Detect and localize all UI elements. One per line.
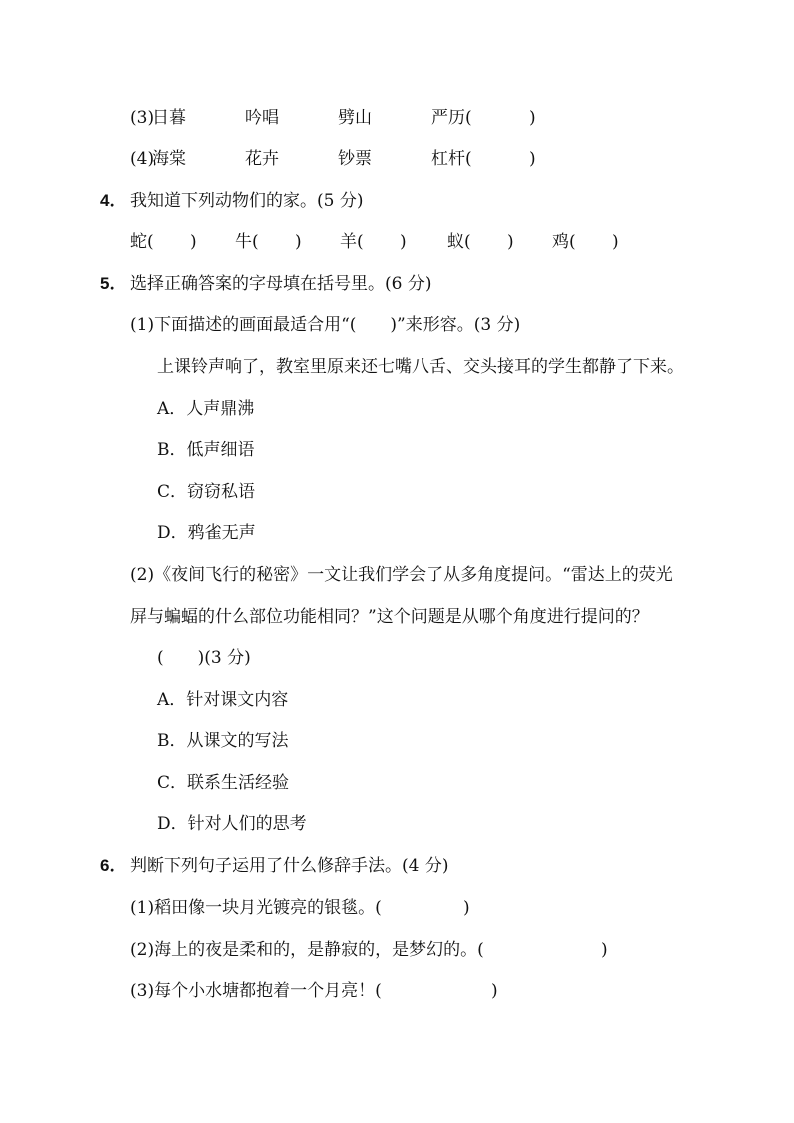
animal-item: 羊( (340, 232, 364, 252)
q5-sub1-passage: 上课铃声响了，教室里原来还七嘴八舌、交头接耳的学生都静了下来。 (157, 357, 684, 377)
q6-item-1 (130, 897, 630, 919)
option-a[interactable]: A．人声鼎沸 (157, 399, 255, 419)
word-item: 杠杆( (431, 149, 472, 169)
q5-sub2-prompt-line1: (2)《夜间飞行的秘密》一文让我们学会了从多角度提问。“雷达上的荧光 (130, 565, 673, 585)
q6-item-3 (130, 980, 630, 1002)
animal-item: 牛( (235, 232, 259, 252)
word-item: 严历( (431, 108, 472, 128)
q6-item-2 (130, 939, 650, 961)
q4-animal-row (130, 231, 630, 253)
question-text: 判断下列句子运用了什么修辞手法。(4 分) (130, 856, 449, 876)
answer-blank-close[interactable]: ) (601, 940, 608, 960)
option-d[interactable]: D．针对人们的思考 (157, 814, 307, 834)
row-label: (3) (130, 108, 155, 128)
answer-blank-close[interactable]: ) (529, 149, 536, 169)
q5-sub1-prompt: (1)下面描述的画面最适合用“( )”来形容。(3 分) (130, 315, 521, 335)
option-d[interactable]: D．鸦雀无声 (157, 523, 256, 543)
option-a[interactable]: A．针对课文内容 (157, 690, 289, 710)
q5-sub2-answer-blank[interactable]: ( )(3 分) (157, 648, 251, 668)
word-item: 日暮 (152, 108, 186, 128)
option-b[interactable]: B．低声细语 (157, 440, 255, 460)
question-6-header (100, 855, 600, 877)
q5-sub2-prompt-line2: 屏与蝙蝠的什么部位功能相同？”这个问题是从哪个角度进行提问的？ (130, 607, 649, 627)
row-label: (4) (130, 149, 155, 169)
animal-item: 蚁( (447, 232, 471, 252)
word-item: 劈山 (338, 108, 372, 128)
sentence-text: (3)每个小水塘都抱着一个月亮！( (130, 981, 382, 1001)
question-text: 选择正确答案的字母填在括号里。(6 分) (130, 274, 432, 294)
animal-item: 蛇( (130, 232, 154, 252)
answer-blank-close[interactable]: ) (491, 981, 498, 1001)
question-number: 4． (100, 191, 127, 210)
option-c[interactable]: C．联系生活经验 (157, 773, 290, 793)
question-number: 5． (100, 274, 127, 293)
word-item: 海棠 (152, 149, 186, 169)
answer-blank-close[interactable]: ) (400, 232, 407, 252)
word-item: 钞票 (338, 149, 372, 169)
q3-row-4 (130, 148, 610, 170)
option-b[interactable]: B．从课文的写法 (157, 731, 289, 751)
question-4-header (100, 190, 600, 212)
question-number: 6． (100, 856, 127, 875)
sentence-text: (1)稻田像一块月光镀亮的银毯。( (130, 898, 382, 918)
question-5-header (100, 273, 600, 295)
question-text: 我知道下列动物们的家。(5 分) (130, 191, 364, 211)
q3-row-3 (130, 107, 610, 129)
answer-blank-close[interactable]: ) (295, 232, 302, 252)
answer-blank-close[interactable]: ) (507, 232, 514, 252)
answer-blank-close[interactable]: ) (463, 898, 470, 918)
answer-blank-close[interactable]: ) (190, 232, 197, 252)
answer-blank-close[interactable]: ) (612, 232, 619, 252)
answer-blank-close[interactable]: ) (529, 108, 536, 128)
word-item: 吟唱 (245, 108, 279, 128)
option-c[interactable]: C．窃窃私语 (157, 482, 256, 502)
word-item: 花卉 (245, 149, 279, 169)
sentence-text: (2)海上的夜是柔和的，是静寂的，是梦幻的。( (130, 940, 484, 960)
animal-item: 鸡( (552, 232, 576, 252)
